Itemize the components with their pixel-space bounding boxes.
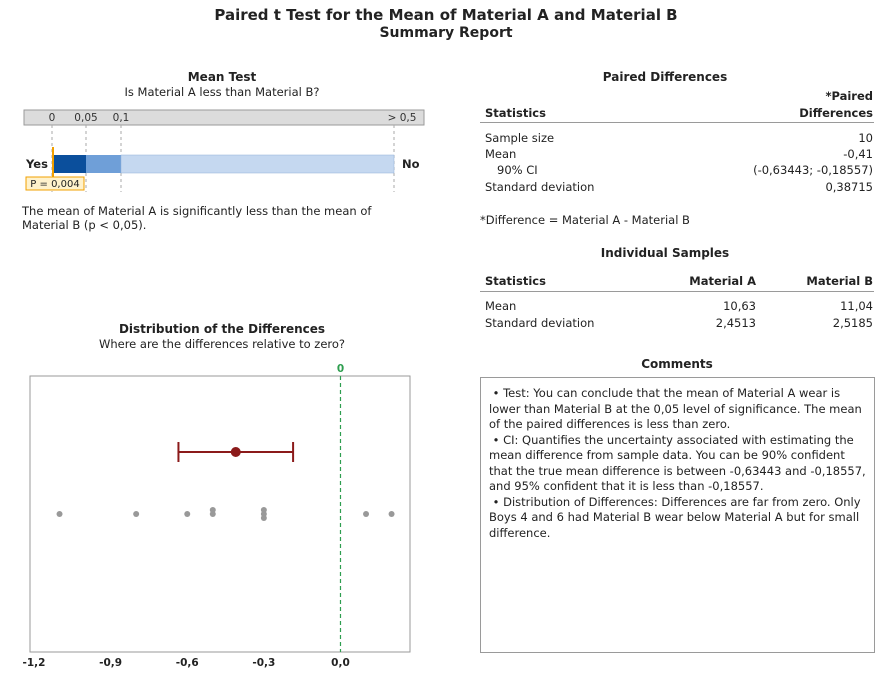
paired-row-label: Standard deviation xyxy=(485,180,595,194)
x-tick-label: -0,3 xyxy=(252,657,276,669)
paired-row-label: Sample size xyxy=(485,131,555,145)
mean-test-heading: Mean Test xyxy=(187,70,257,84)
difference-point xyxy=(389,511,395,517)
paired-col-line2: Differences xyxy=(799,106,873,120)
difference-point xyxy=(261,515,267,521)
individual-row-a: 10,63 xyxy=(723,299,756,313)
paired-row-value: 10 xyxy=(858,131,873,145)
paired-differences-heading: Paired Differences xyxy=(602,70,728,84)
paired-row-value: -0,41 xyxy=(843,147,873,161)
x-tick-label: -1,2 xyxy=(22,657,46,669)
distribution-plot-area xyxy=(30,376,410,652)
report-subtitle: Summary Report xyxy=(379,25,513,41)
mean-test-scale xyxy=(18,104,430,192)
report-title: Paired t Test for the Mean of Material A and Material B xyxy=(214,6,678,24)
individual-divider xyxy=(480,291,874,292)
individual-samples-heading: Individual Samples xyxy=(600,246,730,260)
paired-row-value: (-0,63443; -0,18557) xyxy=(753,163,873,177)
paired-row-label: 90% CI xyxy=(497,163,538,177)
distribution-heading: Distribution of the Differences xyxy=(118,322,326,336)
individual-col-statistics: Statistics xyxy=(485,274,546,288)
scale-label-005: 0,05 xyxy=(74,112,98,124)
x-tick-label: 0,0 xyxy=(331,657,350,669)
individual-col-material-b: Material B xyxy=(806,274,873,288)
difference-point xyxy=(210,507,216,513)
difference-point xyxy=(363,511,369,517)
comments-box xyxy=(480,377,875,653)
paired-divider xyxy=(480,122,874,123)
no-label: No xyxy=(402,157,420,171)
mean-point xyxy=(231,447,241,457)
comment-text: Distribution of Differences: Differences are far from zero. Only Boys 4 and 6 had Material B wear below Material A but for small difference. xyxy=(489,494,861,540)
difference-point xyxy=(184,511,190,517)
mean-test-question: Is Material A less than Material B? xyxy=(124,85,320,99)
paired-row-label: Mean xyxy=(485,147,517,161)
mean-test-conclusion: The mean of Material A is significantly less than the mean of Material B (p < 0,05). xyxy=(22,204,372,232)
paired-col-line1: *Paired xyxy=(825,89,873,103)
difference-point xyxy=(133,511,139,517)
scale-label-01: 0,1 xyxy=(112,112,130,124)
scale-label-05: > 0,5 xyxy=(387,112,417,124)
scale-band-borderline xyxy=(86,155,121,173)
difference-point xyxy=(57,511,63,517)
p-value-label: P = 0,004 xyxy=(30,179,80,190)
individual-row-b: 2,5185 xyxy=(832,316,873,330)
individual-col-material-a: Material A xyxy=(689,274,756,288)
individual-row-label: Mean xyxy=(485,299,517,313)
paired-col-statistics: Statistics xyxy=(485,106,546,120)
x-tick-label: -0,6 xyxy=(175,657,199,669)
individual-row-a: 2,4513 xyxy=(715,316,756,330)
scale-band-significant xyxy=(52,155,86,173)
scale-band-not-significant xyxy=(121,155,394,173)
paired-row-value: 0,38715 xyxy=(825,180,873,194)
yes-label: Yes xyxy=(26,157,48,171)
comment-item: • CI: Quantifies the uncertainty associated with estimating the mean difference from sample data. You can be 90% confident that the true mean difference is between -0,63443 and -0,18557, and 95% confident that it is less than -0,18557. xyxy=(489,432,866,493)
distribution-chart xyxy=(0,352,440,672)
comment-item: • Distribution of Differences: Differences are far from zero. Only Boys 4 and 6 had Material B wear below Material A but for small difference. xyxy=(489,494,861,540)
paired-footnote: *Difference = Material A - Material B xyxy=(480,213,690,227)
comment-item: • Test: You can conclude that the mean of Material A wear is lower than Material B at the 0,05 level of significance. The mean of the paired differences is less than zero. xyxy=(489,386,862,431)
individual-row-label: Standard deviation xyxy=(485,316,595,330)
difference-point xyxy=(261,507,267,513)
comment-text: Test: You can conclude that the mean of Material A wear is lower than Material B at the 0,05 level of significance. The mean of the paired differences is less than zero. xyxy=(489,386,862,431)
x-tick-label: -0,9 xyxy=(99,657,123,669)
comment-text: CI: Quantifies the uncertainty associated with estimating the mean difference from sample data. You can be 90% confident that the true mean difference is between -0,63443 and -0,18557, and 95% confident that it is less than -0,18557. xyxy=(489,432,866,493)
scale-label-0: 0 xyxy=(48,112,56,124)
comments-heading: Comments xyxy=(641,357,713,371)
distribution-subtitle: Where are the differences relative to zero? xyxy=(98,337,346,351)
zero-reference-label: 0 xyxy=(336,363,345,375)
individual-row-b: 11,04 xyxy=(840,299,873,313)
